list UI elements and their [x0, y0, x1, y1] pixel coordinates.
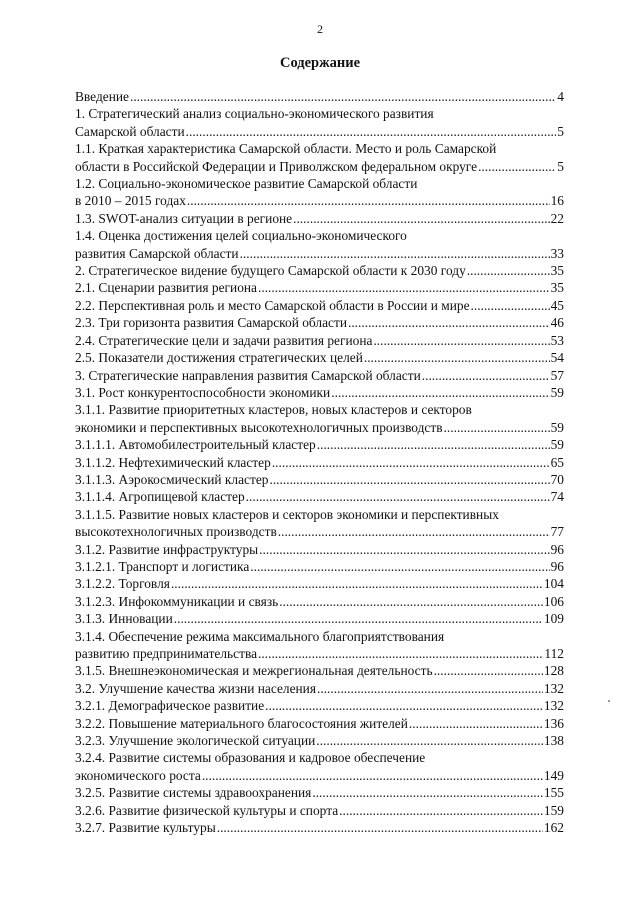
toc-entry-line: [75, 471, 564, 488]
toc-leader-dots: [186, 123, 557, 140]
toc-leader-dots: [471, 297, 550, 314]
toc-entry-line: [75, 767, 564, 784]
toc-entry[interactable]: [75, 105, 564, 140]
toc-leader-dots: [409, 715, 543, 732]
toc-leader-dots: [269, 471, 549, 488]
toc-entry-line: [75, 662, 564, 679]
toc-entry-title: 3.1.2.1. Транспорт и логистика: [75, 558, 250, 574]
toc-entry-title: 3.1.1.1. Автомобилестроительный кластер: [75, 437, 316, 453]
toc-entry-line: [75, 245, 564, 262]
toc-page-number: 104: [543, 576, 564, 592]
toc-entry[interactable]: [75, 279, 564, 296]
toc-leader-dots: [478, 158, 556, 175]
toc-entry[interactable]: [75, 227, 564, 262]
toc-title: Содержание: [279, 55, 361, 71]
toc-entry-line: [75, 732, 564, 749]
toc-leader-dots: [312, 784, 543, 801]
toc-leader-dots: [258, 645, 543, 662]
toc-page-number: 54: [550, 350, 564, 366]
toc-entry-line: [75, 715, 564, 732]
toc-entry[interactable]: [75, 454, 564, 471]
toc-page-number: 22: [550, 210, 564, 226]
toc-entry-line: [75, 575, 564, 592]
toc-entry[interactable]: [75, 314, 564, 331]
toc-page-number: 5: [557, 123, 564, 139]
toc-entry[interactable]: [75, 349, 564, 366]
toc-entry-title: 2.5. Показатели достижения стратегических целей: [75, 350, 363, 366]
toc-entry-title: 2.2. Перспективная роль и место Самарской области в России и мире: [75, 297, 470, 313]
toc-entry[interactable]: [75, 175, 564, 210]
toc-entry-title: развитию предпринимательства: [75, 646, 258, 661]
toc-entry-line: [75, 297, 564, 314]
toc-leader-dots: [202, 767, 543, 784]
toc-entry[interactable]: [75, 401, 564, 436]
toc-entry-title: 3.2. Улучшение качества жизни населения: [75, 680, 317, 696]
toc-leader-dots: [130, 88, 556, 105]
toc-entry-title: экономики и перспективных высокотехнологичных производств: [75, 419, 443, 435]
toc-entry-title: 3.1.1.2. Нефтехимический кластер: [75, 454, 271, 470]
toc-entry-line: 3.2.4. Развитие системы образования и кадровое обеспечение: [75, 750, 426, 766]
toc-entry-title: 3.1.5. Внешнеэкономическая и межрегиональная деятельность: [75, 663, 433, 679]
toc-entry-title: 3.2.5. Развитие системы здравоохранения: [75, 785, 312, 801]
toc-page-number: 59: [550, 419, 564, 435]
toc-entry-line: [75, 262, 564, 279]
toc-entry-title: 2.1. Сценарии развития региона: [75, 280, 258, 296]
toc-entry-title: 3.2.2. Повышение материального благосостояния жителей: [75, 715, 408, 731]
toc-leader-dots: [278, 523, 550, 540]
toc-entry[interactable]: [75, 662, 564, 679]
toc-leader-dots: [444, 419, 550, 436]
toc-entry-title: 3.2.6. Развитие физической культуры и спорта: [75, 802, 339, 818]
toc-entry-line: [75, 593, 564, 610]
toc-entry[interactable]: [75, 367, 564, 384]
toc-entry[interactable]: [75, 140, 564, 175]
toc-entry-line: [75, 123, 564, 140]
toc-entry-title: 3. Стратегические направления развития Самарской области: [75, 367, 421, 383]
toc-entry[interactable]: [75, 819, 564, 836]
toc-entry-title: высокотехнологичных производств: [75, 524, 277, 540]
toc-entry-line: [75, 697, 564, 714]
toc-entry-line: [75, 454, 564, 471]
toc-entry[interactable]: [75, 680, 564, 697]
toc-entry[interactable]: [75, 488, 564, 505]
toc-entry[interactable]: [75, 332, 564, 349]
toc-entry-title: Введение: [75, 89, 129, 104]
toc-page-number: 112: [544, 646, 564, 661]
table-of-contents: [75, 88, 564, 836]
toc-leader-dots: [250, 558, 549, 575]
toc-page-number: 53: [550, 332, 564, 348]
toc-entry[interactable]: [75, 715, 564, 732]
toc-entry-line: [75, 610, 564, 627]
toc-entry-line: [75, 784, 564, 801]
toc-page-number: 35: [550, 263, 564, 279]
toc-entry-title: 3.1.2. Развитие инфраструктуры: [75, 541, 259, 557]
toc-entry-title: 3.2.3. Улучшение экологической ситуации: [75, 733, 316, 749]
toc-leader-dots: [187, 192, 550, 209]
toc-page-number: 109: [543, 611, 564, 627]
toc-entry-title: 3.1. Рост конкурентоспособности экономики: [75, 384, 331, 400]
toc-leader-dots: [265, 697, 543, 714]
toc-page-number: 132: [543, 680, 564, 696]
toc-entry-title: 3.1.1.3. Аэрокосмический кластер: [75, 471, 269, 487]
page-number: 2: [317, 22, 323, 36]
toc-page-number: 162: [543, 820, 564, 836]
toc-entry[interactable]: [75, 471, 564, 488]
toc-page-number: 136: [543, 715, 564, 731]
toc-entry-line: [75, 541, 564, 558]
toc-entry-line: [75, 367, 564, 384]
toc-leader-dots: [174, 610, 543, 627]
toc-entry-line: [75, 802, 564, 819]
toc-entry[interactable]: [75, 593, 564, 610]
toc-page-number: 65: [550, 454, 564, 470]
toc-entry[interactable]: [75, 732, 564, 749]
toc-entry-line: 1.2. Социально-экономическое развитие Самарской области: [75, 176, 418, 192]
toc-leader-dots: [364, 349, 550, 366]
toc-leader-dots: [246, 488, 550, 505]
toc-entry-line: [75, 819, 564, 836]
toc-page-number: 149: [543, 767, 564, 783]
toc-entry-line: 1. Стратегический анализ социально-экономического развития: [75, 106, 434, 122]
toc-leader-dots: [467, 262, 550, 279]
toc-entry[interactable]: [75, 802, 564, 819]
toc-entry-line: [75, 314, 564, 331]
toc-leader-dots: [331, 384, 549, 401]
toc-entry[interactable]: [75, 541, 564, 558]
toc-entry-title: области в Российской Федерации и Приволжском федеральном округе: [75, 158, 478, 174]
toc-page-number: 128: [543, 663, 564, 679]
toc-entry-line: [75, 332, 564, 349]
toc-leader-dots: [240, 245, 550, 262]
toc-entry-line: [75, 192, 564, 209]
toc-page-number: 159: [543, 802, 564, 818]
toc-entry-line: 3.1.1. Развитие приоритетных кластеров, новых кластеров и секторов: [75, 402, 472, 418]
toc-entry-title: 1.3. SWOT-анализ ситуации в регионе: [75, 210, 293, 226]
toc-leader-dots: [171, 575, 543, 592]
toc-entry-line: [75, 558, 564, 575]
toc-entry-line: [75, 680, 564, 697]
toc-entry-line: [75, 384, 564, 401]
toc-leader-dots: [339, 802, 543, 819]
toc-entry[interactable]: [75, 436, 564, 453]
toc-page-number: 155: [543, 785, 564, 801]
toc-entry-title: экономического роста: [75, 767, 201, 783]
toc-entry-line: [75, 523, 564, 540]
toc-entry-title: 3.1.3. Инновации: [75, 611, 173, 627]
toc-page-number: 96: [550, 558, 564, 574]
toc-entry[interactable]: [75, 610, 564, 627]
toc-leader-dots: [279, 593, 543, 610]
toc-page-number: 59: [550, 384, 564, 400]
toc-entry-line: [75, 645, 564, 662]
toc-entry-line: 1.1. Краткая характеристика Самарской области. Место и роль Самарской: [75, 141, 497, 157]
toc-page-number: 45: [550, 297, 564, 313]
toc-page-number: 77: [550, 524, 564, 540]
toc-page-number: 57: [550, 367, 564, 383]
toc-entry-title: развития Самарской области: [75, 245, 239, 261]
toc-entry-line: [75, 488, 564, 505]
toc-entry-line: [75, 158, 564, 175]
toc-leader-dots: [259, 541, 549, 558]
toc-page-number: 16: [550, 193, 564, 209]
toc-entry[interactable]: [75, 384, 564, 401]
toc-entry-line: 3.1.4. Обеспечение режима максимального благоприятствования: [75, 628, 445, 644]
toc-entry-title: 3.2.7. Развитие культуры: [75, 820, 216, 836]
toc-leader-dots: [258, 279, 550, 296]
toc-entry-line: [75, 419, 564, 436]
toc-page-number: 70: [550, 471, 564, 487]
toc-entry[interactable]: [75, 297, 564, 314]
toc-entry[interactable]: [75, 210, 564, 227]
toc-entry-line: [75, 210, 564, 227]
toc-entry-title: 3.1.1.4. Агропищевой кластер: [75, 489, 245, 505]
toc-page-number: 59: [550, 437, 564, 453]
toc-entry-title: 3.1.2.3. Инфокоммуникации и связь: [75, 593, 279, 609]
toc-entry[interactable]: [75, 506, 564, 541]
toc-leader-dots: [317, 680, 543, 697]
toc-page-number: 35: [550, 280, 564, 296]
toc-entry[interactable]: [75, 558, 564, 575]
toc-leader-dots: [373, 332, 549, 349]
toc-entry-line: 1.4. Оценка достижения целей социально-экономического: [75, 228, 407, 244]
toc-entry-title: 3.2.1. Демографическое развитие: [75, 698, 265, 714]
toc-page-number: 106: [543, 593, 564, 609]
toc-entry-title: Самарской области: [75, 123, 185, 139]
toc-entry-line: 3.1.1.5. Развитие новых кластеров и секторов экономики и перспективных: [75, 506, 499, 522]
toc-entry[interactable]: [75, 697, 564, 714]
toc-entry-title: 3.1.2.2. Торговля: [75, 576, 170, 592]
toc-leader-dots: [316, 732, 543, 749]
toc-entry-line: [75, 279, 564, 296]
toc-leader-dots: [272, 454, 550, 471]
toc-page-number: 138: [543, 733, 564, 749]
toc-entry[interactable]: [75, 88, 564, 105]
toc-entry-line: [75, 436, 564, 453]
toc-leader-dots: [317, 436, 550, 453]
toc-leader-dots: [348, 314, 550, 331]
toc-entry[interactable]: [75, 628, 564, 663]
toc-page-number: 4: [557, 89, 564, 104]
toc-page-number: 5: [557, 158, 564, 174]
scan-speck: [608, 700, 610, 702]
toc-page-number: 46: [550, 315, 564, 331]
toc-leader-dots: [422, 367, 550, 384]
toc-entry-line: [75, 349, 564, 366]
toc-entry[interactable]: [75, 575, 564, 592]
toc-page-number: 132: [543, 698, 564, 714]
toc-leader-dots: [217, 819, 543, 836]
toc-page-number: 74: [550, 489, 564, 505]
toc-entry-title: 2.4. Стратегические цели и задачи развития региона: [75, 332, 373, 348]
toc-leader-dots: [434, 662, 543, 679]
toc-entry[interactable]: [75, 749, 564, 784]
toc-entry-line: [75, 88, 564, 105]
toc-entry[interactable]: [75, 784, 564, 801]
toc-entry[interactable]: [75, 262, 564, 279]
toc-leader-dots: [293, 210, 549, 227]
toc-page-number: 96: [550, 541, 564, 557]
toc-entry-title: 2.3. Три горизонта развития Самарской области: [75, 315, 347, 331]
toc-entry-title: в 2010 – 2015 годах: [75, 193, 186, 209]
toc-entry-title: 2. Стратегическое видение будущего Самарской области к 2030 году: [75, 263, 466, 279]
toc-page-number: 33: [550, 245, 564, 261]
